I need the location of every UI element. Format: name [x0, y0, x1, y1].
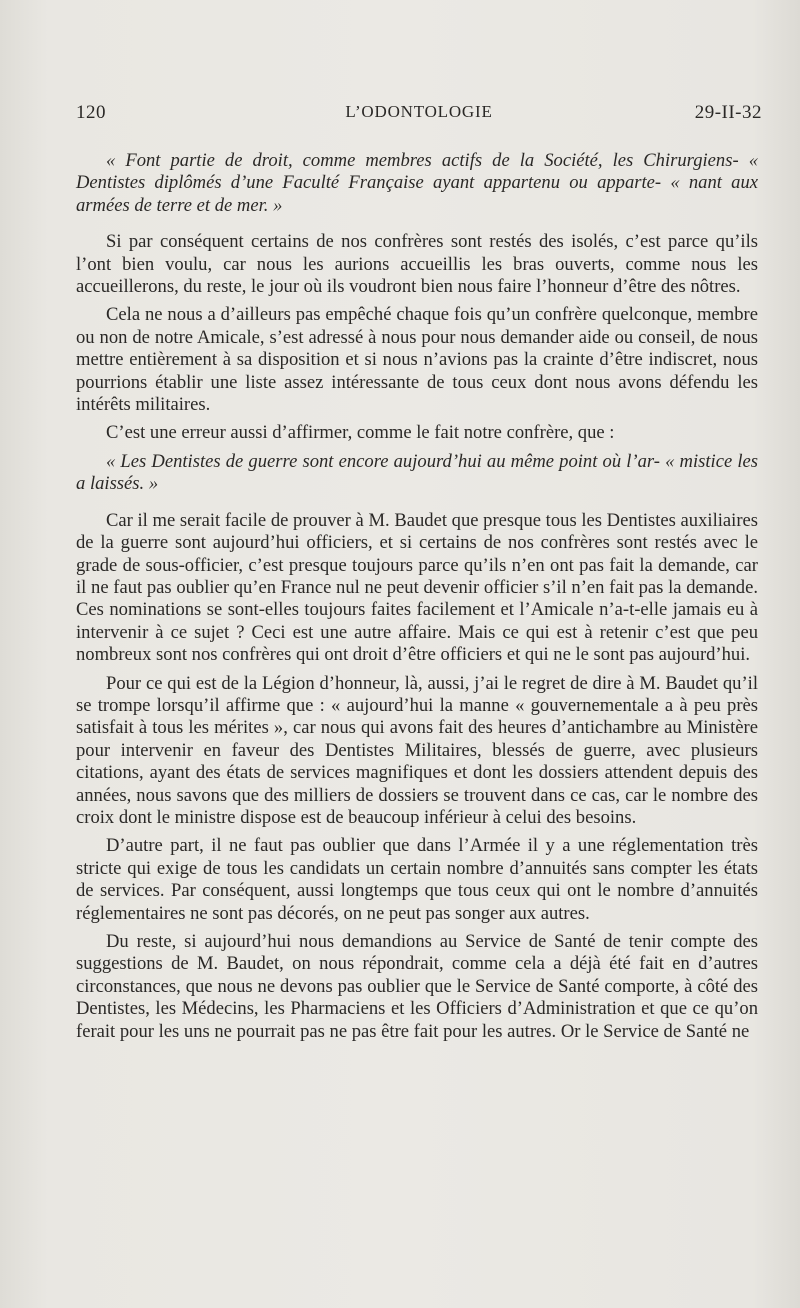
paragraph: Car il me serait facile de prouver à M. Baudet que presque tous les Dentistes auxiliaires de la guerre sont aujourd’hui officiers, et si certains de nos confrères sont restés avec le grade de sous-officier, c’est presque toujours parce qu’ils n’en ont pas fait la demande, car il ne faut pas oublier qu’en France nul ne peut devenir officier s’il n’en fait pas la demande. Ces nominations se sont-elles toujours faites facilement et l’Amicale n’a-t-elle jamais eu à intervenir à ce sujet ? Ceci est une autre affaire. Mais ce qui est à retenir c’est que peu nombreux sont nos confrères qui ont droit d’être officiers et qui ne le sont pas aujourd’hui.	[76, 509, 758, 666]
quote-paragraph-armistice: « Les Dentistes de guerre sont encore aujourd’hui au même point où l’ar- « mistice les a laissés. »	[76, 450, 758, 495]
issue-date: 29-II-32	[694, 102, 762, 123]
paragraph: C’est une erreur aussi d’affirmer, comme le fait notre confrère, que :	[106, 422, 615, 444]
paragraph: Cela ne nous a d’ailleurs pas empêché chaque fois qu’un confrère quelconque, membre ou non de notre Amicale, s’est adressé à nous pour nous demander aide ou conseil, de nous mettre entièrement à sa disposition et si nous n’avions pas la crainte d’être indiscret, nous pourrions établir une liste assez intéressante de tous ceux dont nous avons défendu les intérêts militaires.	[76, 304, 758, 416]
paragraph: Du reste, si aujourd’hui nous demandions au Service de Santé de tenir compte des suggestions de M. Baudet, on nous répondrait, comme cela a déjà été fait en d’autres circonstances, que nous ne devons pas oublier que le Service de Santé comporte, à côté des Dentistes, les Médecins, les Pharmaciens et les Officiers d’Administration et que ce qu’on ferait pour les uns ne pourrait pas ne pas être fait pour les autres. Or le Service de Santé ne	[76, 931, 758, 1042]
body-text	[76, 150, 758, 1049]
quote-paragraph-statutes: « Font partie de droit, comme membres actifs de la Société, les Chirurgiens- « Dentistes diplômés d’une Faculté Française ayant appartenu ou apparte- « nant aux armées de terre et de mer. »	[76, 150, 758, 216]
page-number: 120	[76, 102, 106, 123]
paragraph: D’autre part, il ne faut pas oublier que dans l’Armée il y a une réglementation très stricte qui exige de tous les candidats un certain nombre d’annuités sans compter les états de services. Par conséquent, aussi longtemps que tous ceux qui ont le nombre d’annuités réglementaires ne sont pas décorés, on ne peut pas songer aux autres.	[76, 835, 758, 924]
running-header	[76, 102, 762, 128]
journal-title: L’ODONTOLOGIE	[345, 102, 493, 121]
paragraph: Si par conséquent certains de nos confrères sont restés des isolés, c’est parce qu’ils l’ont bien voulu, car nous les aurions accueillis les bras ouverts, comme nous les accueillerons, du reste, le jour où ils voudront bien nous faire l’honneur d’être des nôtres.	[76, 231, 758, 298]
paragraph: Pour ce qui est de la Légion d’honneur, là, aussi, j’ai le regret de dire à M. Baudet qu’il se trompe lorsqu’il affirme que : « aujourd’hui la manne « gouvernementale a à peu près satisfait à tous les mérites », car nous qui avons fait des heures d’antichambre au Ministère pour intervenir en faveur des Dentistes Militaires, blessés de guerre, avec plusieurs citations, ayant des états de services magnifiques et dont les dossiers attendent depuis des années, nous savons que des milliers de dossiers se trouvent dans ce cas, car le nombre des croix dont le ministre dispose est de beaucoup inférieur à celui des besoins.	[76, 672, 758, 828]
